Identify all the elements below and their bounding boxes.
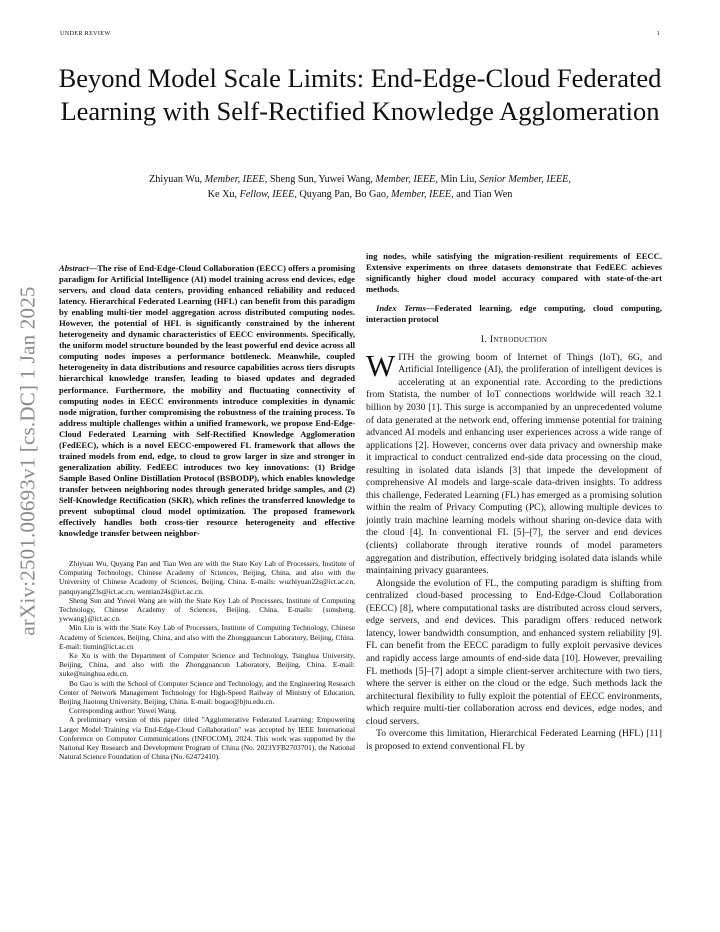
- index-terms-text: —Federated learning, edge computing, cloud computing, interaction protocol: [366, 303, 663, 325]
- section-heading: [366, 334, 662, 347]
- first-word: ITH: [398, 351, 415, 363]
- abstract: [59, 263, 355, 539]
- intro-paragraph-1: [366, 347, 662, 578]
- page-number: 1: [656, 30, 660, 37]
- running-header: UNDER REVIEW: [60, 30, 111, 37]
- section-title: Introduction: [489, 334, 548, 346]
- arxiv-identifier: arXiv:2501.00693v1 [cs.DC] 1 Jan 2025: [15, 286, 40, 636]
- author-list: [100, 172, 620, 202]
- index-terms-label: Index Terms: [376, 303, 426, 314]
- drop-cap: W: [366, 347, 396, 383]
- footnote: Min Liu is with the State Key Lab of Processers, Institute of Computing Technology, Chinese Academy of Sciences, Beijing, China, and also with the Zhongguancun Laboratory, Beijing, China. E-mail: liumin@ict.ac.cn: [59, 623, 355, 651]
- author-line-2: Ke Xu, Fellow, IEEE, Quyang Pan, Bo Gao, Member, IEEE, and Tian Wen: [207, 189, 513, 200]
- footnote: Sheng Sun and Yuwei Wang are with the State Key Lab of Processers, Institute of Computing Technology, Chinese Academy of Sciences, Beijing, China. E-mails: {sunsheng, ywwang}@ict.ac.cn.: [59, 595, 355, 624]
- paper-title: Beyond Model Scale Limits: End-Edge-Cloud Federated Learning with Self-Rectified Knowledge Agglomeration: [58, 63, 662, 126]
- footnote: Bo Gao is with the School of Computer Science and Technology, and the Engineering Research Center of Network Management Technology for High-Speed Railway of Ministry of Education, Beijing Jiaotong University, Beijing, China. E-mail: bogao@bjtu.edu.cn.: [59, 678, 355, 707]
- author-footnotes: [59, 559, 355, 761]
- arxiv-stamp: [12, 256, 44, 666]
- abstract-continuation: ing nodes, while satisfying the migration-resilient requirements of EECC. Extensive experiments on three datasets demonstrate that FedEEC achieves significantly higher cloud model accuracy compared with state-of-the-art methods.: [366, 251, 662, 295]
- right-column: [366, 251, 662, 753]
- footnote: Corresponding author: Yuwei Wang.: [69, 706, 177, 716]
- abstract-label: Abstract: [59, 263, 89, 273]
- footnote: Ke Xu is with the Department of Computer Science and Technology, Tsinghua University, Beijing, China, and also with the Zhongguancun Laboratory, Beijing, China. E-mail: xuke@tsinghua.edu.cn.: [59, 651, 355, 679]
- left-column: [59, 263, 355, 539]
- intro-text-1: the growing boom of Internet of Things (IoT), 6G, and Artificial Intelligence (AI), the proliferation of intelligent devices is accelerating at an exponential rate. According to the predictions from Statista, the number of IoT connections worldwide will reach 32.1 billion by 2030 [1]. This surge is accompanied by an unprecedented volume of data generated at the network end, offering immense potential for training advanced AI models and enhancing user experiences across a wide range of applications [2]. However, concerns over data privacy and ownership make it impractical to conduct centralized end-side data processing on the cloud, resulting in isolated data islands [3] that impede the development of comprehensive AI models and large-scale data-driven insights. To address this challenge, Federated Learning (FL) has emerged as a promising solution within the realm of Privacy Computing (PC), allowing multiple devices to jointly train machine learning models without sharing on-device data with the cloud [4]. In conventional FL [5]–[7], the server and end devices (clients) collaborate through iterative rounds of model parameters aggregation and distribution, effectively bridging isolated data islands while maintaining privacy guarantees.: [366, 351, 662, 577]
- section-number: I.: [480, 334, 488, 346]
- abstract-text: —The rise of End-Edge-Cloud Collaboration (EECC) offers a promising paradigm for Artificial Intelligence (AI) model training across end devices, edge servers, and cloud data centers, providing enhanced reliability and reduced latency. Hierarchical Federated Learning (HFL) can benefit from this paradigm by enabling multi-tier model aggregation across distributed computing nodes. However, the potential of HFL is significantly constrained by the inherent heterogeneity and dynamic characteristics of EECC environments. Specifically, the uniform model structure bounded by the least powerful end device across all computing nodes imposes a performance bottleneck. Meanwhile, coupled heterogeneity in data distributions and resource capabilities across tiers disrupts hierarchical knowledge transfer, leading to biased updates and degraded performance. Furthermore, the mobility and fluctuating connectivity of computing nodes in EECC environments introduce complexities in dynamic node migration, further compromising the robustness of the training process. To address multiple challenges within a unified framework, we propose End-Edge-Cloud Federated Learning with Self-Rectified Knowledge Agglomeration (FedEEC), which is a novel EECC-empowered FL framework that allows the trained models from end, edge, to cloud to grow larger in size and stronger in generalization ability. FedEEC introduces two key innovations: (1) Bridge Sample Based Online Distillation Protocol (BSBODP), which enables knowledge transfer between neighboring nodes through generated bridge samples, and (2) Self-Knowledge Rectification (SKR), which refines the transferred knowledge to prevent suboptimal cloud model optimization. The proposed framework effectively handles both cross-tier resource heterogeneity and effective knowledge transfer between neighbor-: [59, 263, 355, 539]
- author-line-1: Zhiyuan Wu, Member, IEEE, Sheng Sun, Yuwei Wang, Member, IEEE, Min Liu, Senior Member, IEEE,: [149, 174, 571, 185]
- footnote: A preliminary version of this paper titled "Agglomerative Federated Learning: Empowering Larger Model Training via End-Edge-Cloud Collaboration" was accepted by IEEE International Conference on Computer Communications (INFOCOM), 2024. This work was supported by the National Key Research and Development Program of China (No. 2023YFB2703701), the National Natural Science Foundation of China (No. 62472410).: [59, 715, 355, 762]
- footnote: Zhiyuan Wu, Quyang Pan and Tian Wen are with the State Key Lab of Processers, Institute of Computing Technology, Chinese Academy of Sciences, Beijing, China, and also with the University of Chinese Academy of Sciences, Beijing, China. E-mails: wuzhiyuan22s@ict.ac.cn, panquyang23s@ict.ac.cn, wentian24s@ict.ac.cn.: [59, 559, 355, 596]
- intro-paragraph-3: To overcome this limitation, Hierarchical Federated Learning (HFL) [11] is proposed to extend conventional FL by: [366, 728, 662, 752]
- intro-paragraph-2: Alongside the evolution of FL, the computing paradigm is shifting from centralized cloud-based processing to End-Edge-Cloud Collaboration (EECC) [8], where computational tasks are distributed across cloud servers, edge servers, and end devices. This paradigm offers reduced network latency, lower bandwidth consumption, and enhanced system reliability [9]. FL can benefit from the EECC paradigm to fully exploit pervasive devices and rapidly access large amounts of end-side data [10]. However, prevailing FL methods [5]–[7] adopt a simple client-server architecture with two tiers, where the server is either on the cloud or the edge. Such methods lack the architectural flexibility to fully exploit the potential of EECC environments, which require multi-tier collaboration across end devices, edge nodes, and cloud servers.: [366, 577, 662, 727]
- index-terms: [366, 303, 662, 325]
